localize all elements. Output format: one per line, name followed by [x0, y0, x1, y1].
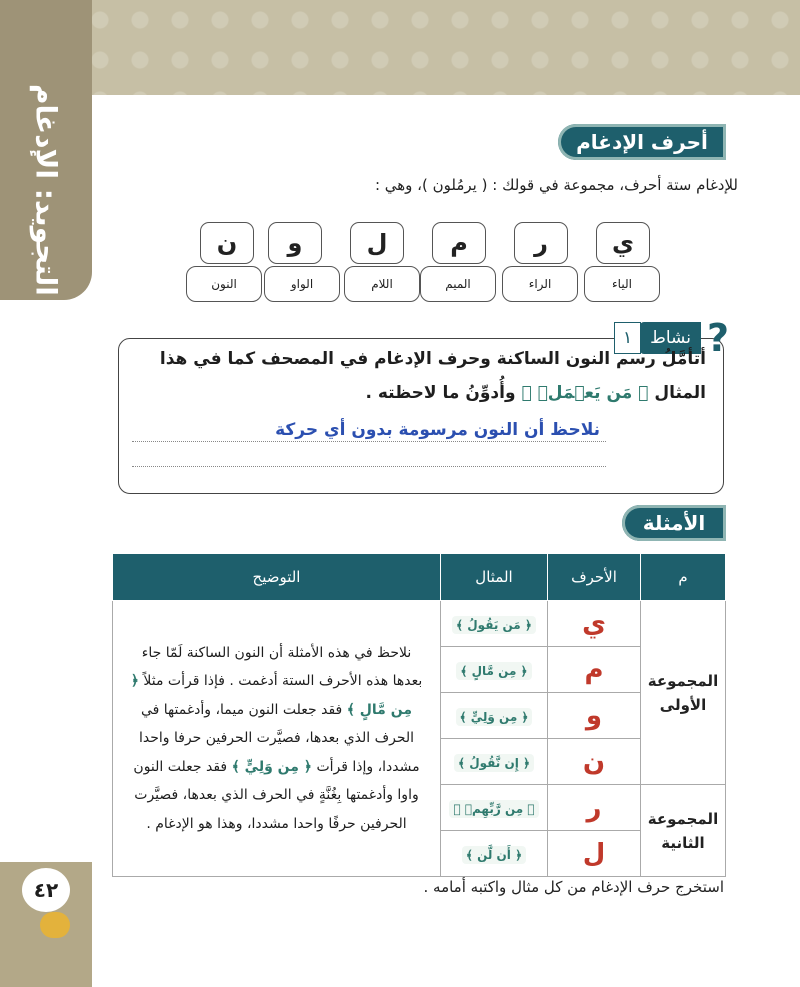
example-text: ﴿ مِن مَّالٍ ﴾	[456, 662, 531, 680]
table-header-row	[113, 554, 726, 601]
row-letter: و	[548, 693, 641, 739]
row-example	[441, 739, 548, 785]
letter-name-noon: النون	[186, 266, 262, 302]
letter-name-lam: اللام	[344, 266, 420, 302]
row-letter: ن	[548, 739, 641, 785]
letter-box-ra: ر	[514, 222, 568, 264]
footer-instruction: استخرج حرف الإدغام من كل مثال واكتبه أمامه .	[423, 878, 724, 896]
row-letter: ي	[548, 601, 641, 647]
example-text: ﴿ أَن لَّن ﴾	[462, 846, 526, 864]
section-banner-examples	[622, 505, 726, 541]
row-example	[441, 693, 548, 739]
examples-table	[112, 553, 726, 877]
top-decorative-band	[0, 0, 800, 95]
letter-name-ya: الياء	[584, 266, 660, 302]
activity-example: ﴿ مَن يَعۡمَلۡ ﴾	[521, 383, 649, 403]
answer-line-2	[132, 466, 606, 467]
header-explanation: التوضيح	[113, 554, 441, 601]
letter-name-ra: الراء	[502, 266, 578, 302]
row-example	[441, 601, 548, 647]
header-letters: الأحرف	[548, 554, 641, 601]
activity-line-2	[126, 376, 706, 410]
letter-box-noon: ن	[200, 222, 254, 264]
activity-label: نشاط	[640, 322, 701, 354]
row-letter: ر	[548, 785, 641, 831]
activity-line-2-suffix: وأُدوِّنُ ما لاحظته .	[365, 383, 516, 403]
activity-answer[interactable]: نلاحظ أن النون مرسومة بدون أي حركة	[275, 420, 600, 440]
activity-line-1: أتأمَّلُ رسم النون الساكنة وحرف الإدغام في المصحف كما في هذا	[159, 349, 706, 369]
letter-name-meem: الميم	[420, 266, 496, 302]
activity-number: ١	[614, 322, 641, 354]
table-row	[113, 601, 726, 647]
example-text: ﴿ مِن وَلِيٍّ ﴾	[456, 708, 533, 726]
example-text: ﴿ مِن رَّبِّهِمۡ ﴾	[449, 800, 538, 818]
answer-line-1	[132, 441, 606, 442]
publisher-logo-icon	[40, 912, 70, 938]
letter-box-meem: م	[432, 222, 486, 264]
row-letter: ل	[548, 831, 641, 877]
letter-box-ya: ي	[596, 222, 650, 264]
section-title-examples: الأمثلة	[642, 511, 706, 535]
explanation-cell	[113, 601, 441, 877]
letter-box-lam: ل	[350, 222, 404, 264]
example-text: ﴿ مَن يَقُولُ ﴾	[452, 616, 536, 634]
group-first: المجموعة الأولى	[641, 601, 726, 785]
page-number: ٤٢	[22, 868, 70, 912]
question-mark-icon: ?	[706, 316, 729, 360]
row-example	[441, 647, 548, 693]
group-second: المجموعة الثانية	[641, 785, 726, 877]
activity-text	[126, 342, 706, 410]
intro-text: للإدغام ستة أحرف، مجموعة في قولك : ( يرمُلون )، وهي :	[374, 176, 738, 194]
explanation-part-1: نلاحظ في هذه الأمثلة أن النون الساكنة لَمّا جاء بعدها هذه الأحرف الستة أدغمت . فإذا قرأت مثلاً	[141, 644, 423, 690]
explanation-part-3: فقد جعلت النون واوا وأدغمتها بِغُنَّةٍ في الحرف الذي بعدها، فصيَّرت الحرفين حرفًا واحدا مشددا، وهذا هو الإدغام .	[133, 758, 419, 832]
chapter-title	[4, 84, 88, 296]
chapter-title-text: التجويد: الإدغام	[29, 84, 63, 296]
example-text: ﴿ إِن نَّقُولُ ﴾	[454, 754, 534, 772]
explanation-example-1: ﴿ مِن مَّالٍ ﴾	[130, 673, 412, 718]
row-example	[441, 831, 548, 877]
section-banner-letters	[558, 124, 726, 160]
letter-name-waw: الواو	[264, 266, 340, 302]
row-example	[441, 785, 548, 831]
explanation-example-2: ﴿ مِن وَلِيٍّ ﴾	[231, 758, 312, 775]
explanation-part-2: فقد جعلت النون ميما، وأدغمتها في الحرف الذي بعدها، فصيَّرت الحرفين حرفا واحدا مشددا، وإذا قرأت	[138, 701, 420, 775]
header-example: المثال	[441, 554, 548, 601]
header-index: م	[641, 554, 726, 601]
row-letter: م	[548, 647, 641, 693]
letter-box-waw: و	[268, 222, 322, 264]
section-title-letters: أحرف الإدغام	[576, 130, 708, 154]
activity-line-2-prefix: المثال	[654, 383, 706, 403]
